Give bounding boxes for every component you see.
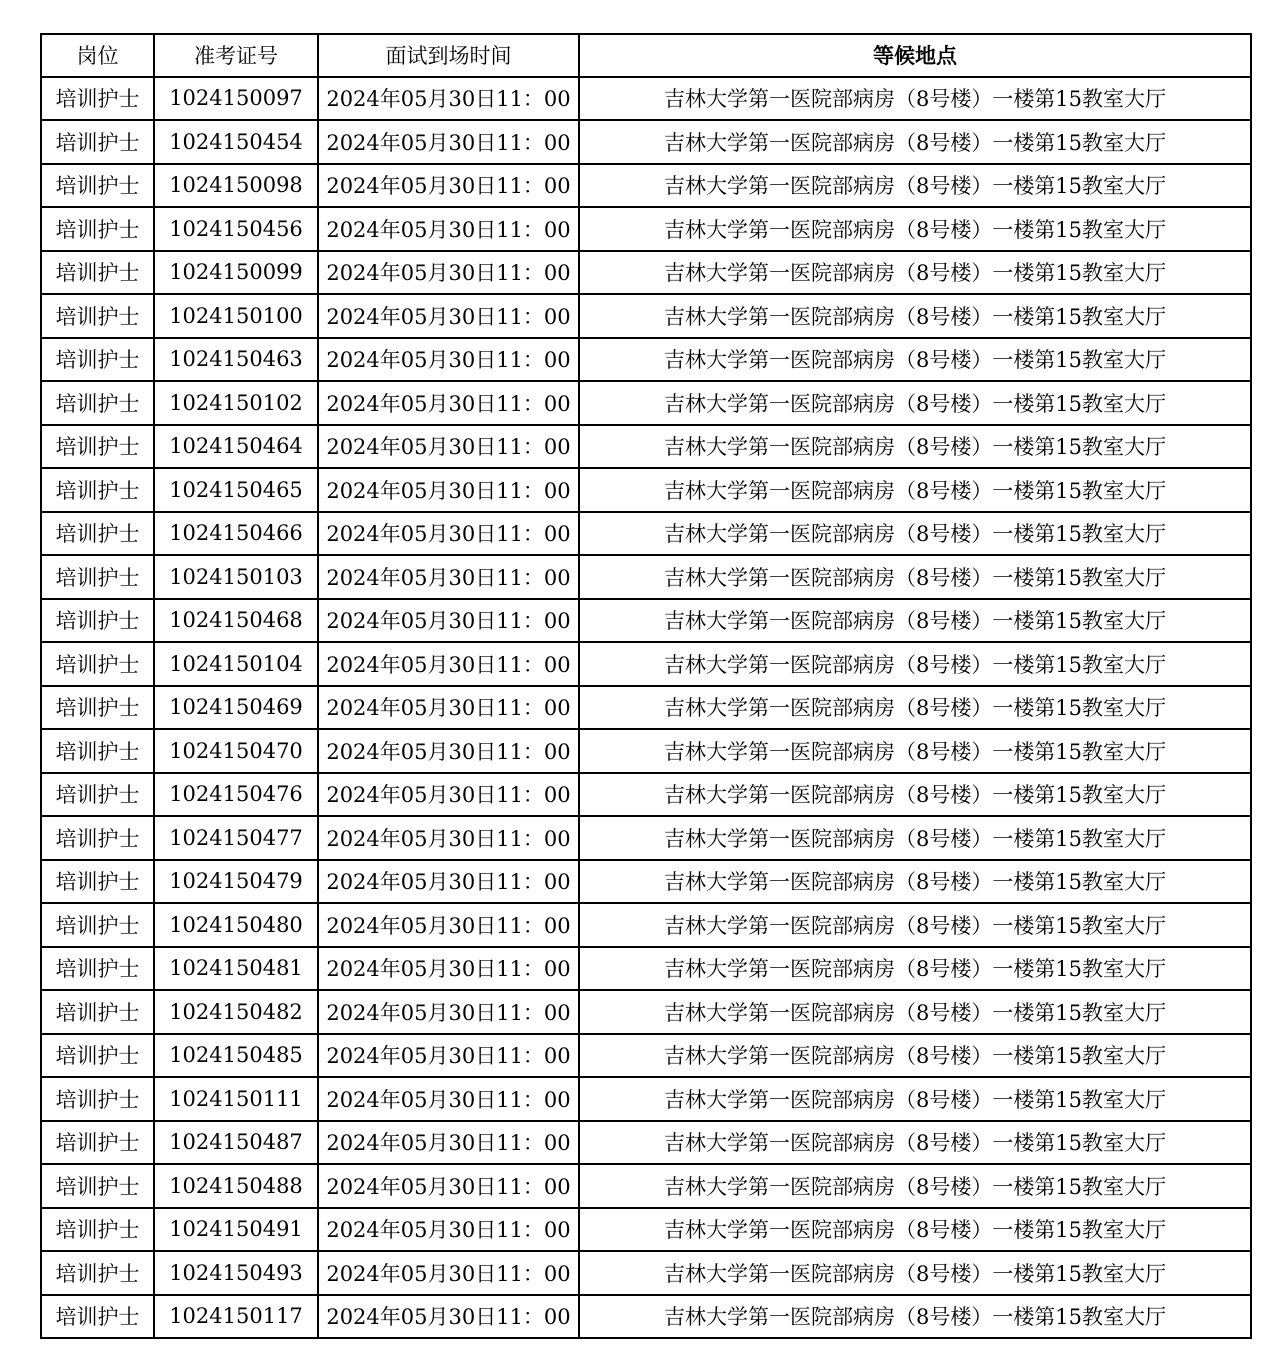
cell-ticket-number: 1024150099	[154, 251, 318, 295]
cell-waiting-location: 吉林大学第一医院部病房（8号楼）一楼第15教室大厅	[579, 947, 1251, 991]
table-row	[41, 468, 1251, 512]
table-row	[41, 512, 1251, 556]
cell-ticket-number: 1024150488	[154, 1164, 318, 1208]
cell-arrival-time: 2024年05月30日11：00	[318, 599, 579, 643]
cell-ticket-number: 1024150493	[154, 1251, 318, 1295]
cell-arrival-time: 2024年05月30日11：00	[318, 642, 579, 686]
cell-arrival-time: 2024年05月30日11：00	[318, 729, 579, 773]
cell-waiting-location: 吉林大学第一医院部病房（8号楼）一楼第15教室大厅	[579, 816, 1251, 860]
header-ticket-number: 准考证号	[154, 34, 318, 77]
cell-position: 培训护士	[41, 599, 154, 643]
cell-ticket-number: 1024150487	[154, 1121, 318, 1165]
cell-ticket-number: 1024150464	[154, 425, 318, 469]
cell-arrival-time: 2024年05月30日11：00	[318, 381, 579, 425]
cell-ticket-number: 1024150100	[154, 294, 318, 338]
cell-waiting-location: 吉林大学第一医院部病房（8号楼）一楼第15教室大厅	[579, 294, 1251, 338]
table-row	[41, 1034, 1251, 1078]
cell-arrival-time: 2024年05月30日11：00	[318, 338, 579, 382]
cell-arrival-time: 2024年05月30日11：00	[318, 860, 579, 904]
cell-position: 培训护士	[41, 164, 154, 208]
table-row	[41, 555, 1251, 599]
cell-position: 培训护士	[41, 1034, 154, 1078]
cell-position: 培训护士	[41, 1208, 154, 1252]
cell-waiting-location: 吉林大学第一医院部病房（8号楼）一楼第15教室大厅	[579, 642, 1251, 686]
cell-waiting-location: 吉林大学第一医院部病房（8号楼）一楼第15教室大厅	[579, 1251, 1251, 1295]
cell-ticket-number: 1024150482	[154, 990, 318, 1034]
table-row	[41, 816, 1251, 860]
cell-waiting-location: 吉林大学第一医院部病房（8号楼）一楼第15教室大厅	[579, 338, 1251, 382]
cell-arrival-time: 2024年05月30日11：00	[318, 555, 579, 599]
header-arrival-time: 面试到场时间	[318, 34, 579, 77]
cell-position: 培训护士	[41, 1295, 154, 1339]
header-position: 岗位	[41, 34, 154, 77]
cell-arrival-time: 2024年05月30日11：00	[318, 903, 579, 947]
table-row	[41, 1208, 1251, 1252]
cell-ticket-number: 1024150463	[154, 338, 318, 382]
table-row	[41, 1295, 1251, 1339]
cell-arrival-time: 2024年05月30日11：00	[318, 425, 579, 469]
cell-position: 培训护士	[41, 512, 154, 556]
cell-position: 培训护士	[41, 207, 154, 251]
table-row	[41, 1077, 1251, 1121]
cell-arrival-time: 2024年05月30日11：00	[318, 1164, 579, 1208]
cell-waiting-location: 吉林大学第一医院部病房（8号楼）一楼第15教室大厅	[579, 860, 1251, 904]
cell-position: 培训护士	[41, 1251, 154, 1295]
cell-waiting-location: 吉林大学第一医院部病房（8号楼）一楼第15教室大厅	[579, 425, 1251, 469]
cell-ticket-number: 1024150111	[154, 1077, 318, 1121]
cell-position: 培训护士	[41, 468, 154, 512]
cell-ticket-number: 1024150466	[154, 512, 318, 556]
table-row	[41, 1164, 1251, 1208]
cell-waiting-location: 吉林大学第一医院部病房（8号楼）一楼第15教室大厅	[579, 77, 1251, 121]
cell-arrival-time: 2024年05月30日11：00	[318, 1034, 579, 1078]
cell-waiting-location: 吉林大学第一医院部病房（8号楼）一楼第15教室大厅	[579, 1295, 1251, 1339]
cell-arrival-time: 2024年05月30日11：00	[318, 1077, 579, 1121]
table-row	[41, 773, 1251, 817]
cell-position: 培训护士	[41, 77, 154, 121]
cell-waiting-location: 吉林大学第一医院部病房（8号楼）一楼第15教室大厅	[579, 1164, 1251, 1208]
cell-waiting-location: 吉林大学第一医院部病房（8号楼）一楼第15教室大厅	[579, 599, 1251, 643]
table-row	[41, 120, 1251, 164]
cell-arrival-time: 2024年05月30日11：00	[318, 686, 579, 730]
cell-ticket-number: 1024150456	[154, 207, 318, 251]
cell-position: 培训护士	[41, 860, 154, 904]
cell-ticket-number: 1024150480	[154, 903, 318, 947]
cell-ticket-number: 1024150102	[154, 381, 318, 425]
table-row	[41, 990, 1251, 1034]
cell-waiting-location: 吉林大学第一医院部病房（8号楼）一楼第15教室大厅	[579, 164, 1251, 208]
table-row	[41, 729, 1251, 773]
cell-ticket-number: 1024150097	[154, 77, 318, 121]
cell-waiting-location: 吉林大学第一医院部病房（8号楼）一楼第15教室大厅	[579, 555, 1251, 599]
cell-arrival-time: 2024年05月30日11：00	[318, 1295, 579, 1339]
cell-arrival-time: 2024年05月30日11：00	[318, 512, 579, 556]
table-row	[41, 338, 1251, 382]
header-waiting-location: 等候地点	[579, 34, 1251, 77]
cell-arrival-time: 2024年05月30日11：00	[318, 77, 579, 121]
table-row	[41, 251, 1251, 295]
interview-schedule-table	[40, 33, 1252, 1339]
cell-arrival-time: 2024年05月30日11：00	[318, 251, 579, 295]
cell-arrival-time: 2024年05月30日11：00	[318, 1208, 579, 1252]
cell-ticket-number: 1024150104	[154, 642, 318, 686]
table-row	[41, 207, 1251, 251]
cell-waiting-location: 吉林大学第一医院部病房（8号楼）一楼第15教室大厅	[579, 1208, 1251, 1252]
cell-position: 培训护士	[41, 294, 154, 338]
cell-waiting-location: 吉林大学第一医院部病房（8号楼）一楼第15教室大厅	[579, 729, 1251, 773]
cell-ticket-number: 1024150477	[154, 816, 318, 860]
table-header-row	[41, 34, 1251, 77]
table-row	[41, 1121, 1251, 1165]
cell-position: 培训护士	[41, 120, 154, 164]
table-row	[41, 164, 1251, 208]
cell-waiting-location: 吉林大学第一医院部病房（8号楼）一楼第15教室大厅	[579, 512, 1251, 556]
cell-position: 培训护士	[41, 729, 154, 773]
table-row	[41, 947, 1251, 991]
cell-ticket-number: 1024150468	[154, 599, 318, 643]
table-row	[41, 599, 1251, 643]
cell-waiting-location: 吉林大学第一医院部病房（8号楼）一楼第15教室大厅	[579, 773, 1251, 817]
table-row	[41, 642, 1251, 686]
table-row	[41, 903, 1251, 947]
cell-ticket-number: 1024150491	[154, 1208, 318, 1252]
cell-position: 培训护士	[41, 686, 154, 730]
cell-arrival-time: 2024年05月30日11：00	[318, 1251, 579, 1295]
cell-position: 培训护士	[41, 947, 154, 991]
cell-ticket-number: 1024150103	[154, 555, 318, 599]
cell-ticket-number: 1024150465	[154, 468, 318, 512]
cell-ticket-number: 1024150476	[154, 773, 318, 817]
cell-arrival-time: 2024年05月30日11：00	[318, 1121, 579, 1165]
cell-ticket-number: 1024150485	[154, 1034, 318, 1078]
cell-arrival-time: 2024年05月30日11：00	[318, 294, 579, 338]
table-row	[41, 381, 1251, 425]
cell-position: 培训护士	[41, 816, 154, 860]
cell-waiting-location: 吉林大学第一医院部病房（8号楼）一楼第15教室大厅	[579, 381, 1251, 425]
cell-position: 培训护士	[41, 1164, 154, 1208]
cell-position: 培训护士	[41, 251, 154, 295]
cell-arrival-time: 2024年05月30日11：00	[318, 816, 579, 860]
table-row	[41, 686, 1251, 730]
table-row	[41, 1251, 1251, 1295]
cell-ticket-number: 1024150469	[154, 686, 318, 730]
cell-waiting-location: 吉林大学第一医院部病房（8号楼）一楼第15教室大厅	[579, 1034, 1251, 1078]
cell-arrival-time: 2024年05月30日11：00	[318, 120, 579, 164]
cell-arrival-time: 2024年05月30日11：00	[318, 947, 579, 991]
table-row	[41, 425, 1251, 469]
cell-ticket-number: 1024150479	[154, 860, 318, 904]
cell-arrival-time: 2024年05月30日11：00	[318, 164, 579, 208]
cell-position: 培训护士	[41, 1077, 154, 1121]
cell-waiting-location: 吉林大学第一医院部病房（8号楼）一楼第15教室大厅	[579, 1121, 1251, 1165]
cell-waiting-location: 吉林大学第一医院部病房（8号楼）一楼第15教室大厅	[579, 686, 1251, 730]
cell-position: 培训护士	[41, 555, 154, 599]
cell-ticket-number: 1024150098	[154, 164, 318, 208]
cell-position: 培训护士	[41, 903, 154, 947]
cell-position: 培训护士	[41, 381, 154, 425]
table-row	[41, 860, 1251, 904]
cell-waiting-location: 吉林大学第一医院部病房（8号楼）一楼第15教室大厅	[579, 120, 1251, 164]
cell-position: 培训护士	[41, 1121, 154, 1165]
table-body	[41, 77, 1251, 1339]
cell-position: 培训护士	[41, 990, 154, 1034]
cell-arrival-time: 2024年05月30日11：00	[318, 773, 579, 817]
cell-waiting-location: 吉林大学第一医院部病房（8号楼）一楼第15教室大厅	[579, 990, 1251, 1034]
cell-position: 培训护士	[41, 642, 154, 686]
cell-position: 培训护士	[41, 425, 154, 469]
cell-arrival-time: 2024年05月30日11：00	[318, 468, 579, 512]
cell-arrival-time: 2024年05月30日11：00	[318, 990, 579, 1034]
cell-waiting-location: 吉林大学第一医院部病房（8号楼）一楼第15教室大厅	[579, 251, 1251, 295]
cell-waiting-location: 吉林大学第一医院部病房（8号楼）一楼第15教室大厅	[579, 903, 1251, 947]
cell-position: 培训护士	[41, 338, 154, 382]
cell-ticket-number: 1024150117	[154, 1295, 318, 1339]
cell-waiting-location: 吉林大学第一医院部病房（8号楼）一楼第15教室大厅	[579, 468, 1251, 512]
cell-waiting-location: 吉林大学第一医院部病房（8号楼）一楼第15教室大厅	[579, 1077, 1251, 1121]
cell-arrival-time: 2024年05月30日11：00	[318, 207, 579, 251]
cell-ticket-number: 1024150481	[154, 947, 318, 991]
cell-ticket-number: 1024150454	[154, 120, 318, 164]
cell-position: 培训护士	[41, 773, 154, 817]
cell-waiting-location: 吉林大学第一医院部病房（8号楼）一楼第15教室大厅	[579, 207, 1251, 251]
table-row	[41, 77, 1251, 121]
table-row	[41, 294, 1251, 338]
cell-ticket-number: 1024150470	[154, 729, 318, 773]
